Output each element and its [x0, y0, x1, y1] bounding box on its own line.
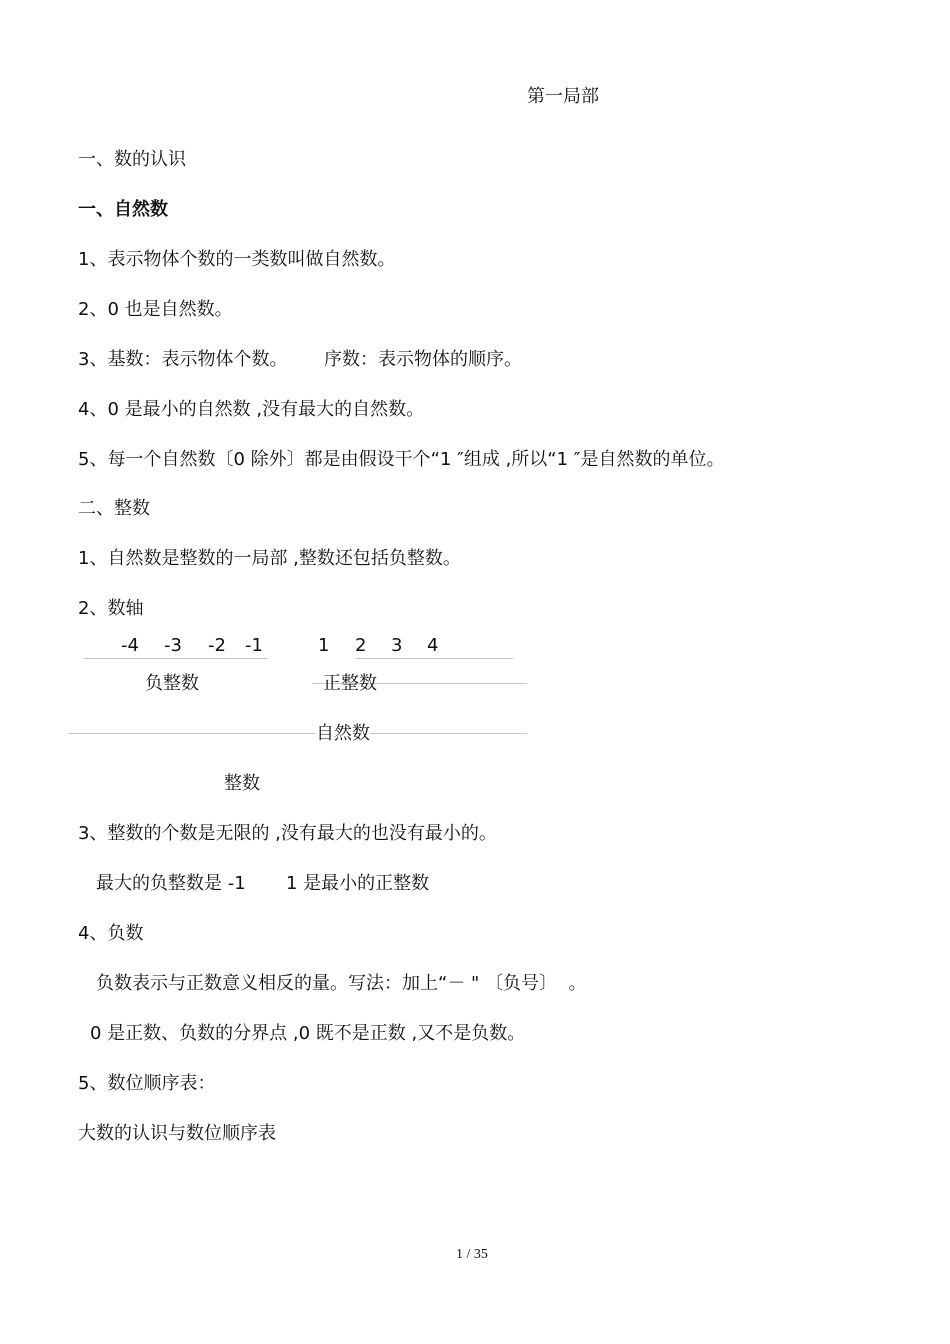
- integer-item-3-note-max-negative: 最大的负整数是 -1: [96, 873, 246, 894]
- page-number: 1 / 35: [456, 1247, 488, 1262]
- positive-integers-label: 正整数: [323, 673, 377, 694]
- zero-boundary-note: 0 是正数、负数的分界点 ,0 既不是正数 ,又不是负数。: [90, 1023, 526, 1044]
- integers-label: 整数: [224, 773, 260, 794]
- axis-tick-1: 1: [318, 635, 330, 656]
- negative-number-definition: 负数表示与正数意义相反的量。写法：加上“－ " 〔负号〕 。: [96, 973, 587, 994]
- axis-tick-neg3: -3: [164, 635, 182, 656]
- negative-integers-label: 负整数: [145, 673, 199, 694]
- negative-axis-line: [83, 658, 268, 659]
- axis-tick-neg4: -4: [121, 635, 139, 656]
- natural-bracket-line: [68, 733, 527, 734]
- natural-item-3-ordinal: 序数：表示物体的顺序。: [324, 349, 522, 370]
- natural-item-2: 2、0 也是自然数。: [78, 299, 233, 320]
- natural-item-5: 5、每一个自然数〔0 除外〕都是由假设干个“1 ″组成 ,所以“1 ″是自然数的单位。: [78, 449, 725, 470]
- natural-item-4: 4、0 是最小的自然数 ,没有最大的自然数。: [78, 399, 425, 420]
- axis-tick-neg2: -2: [208, 635, 226, 656]
- natural-numbers-label: 自然数: [316, 723, 370, 744]
- integer-item-3-note-min-positive: 1 是最小的正整数: [286, 873, 430, 894]
- integer-item-2: 2、数轴: [78, 598, 144, 619]
- page-title: 第一局部: [527, 86, 599, 107]
- axis-tick-neg1: -1: [245, 635, 263, 656]
- natural-item-3-cardinal: 3、基数：表示物体个数。: [78, 349, 288, 370]
- integer-item-4: 4、负数: [78, 923, 144, 944]
- integer-item-1: 1、自然数是整数的一局部 ,整数还包括负整数。: [78, 548, 461, 569]
- section-heading-number-recognition: 一、数的认识: [78, 149, 186, 170]
- big-number-heading: 大数的认识与数位顺序表: [78, 1123, 276, 1144]
- heading-natural-numbers: 一、自然数: [78, 199, 168, 220]
- axis-tick-2: 2: [355, 635, 367, 656]
- axis-tick-4: 4: [427, 635, 439, 656]
- integer-item-5: 5、数位顺序表：: [78, 1073, 216, 1094]
- axis-tick-3: 3: [391, 635, 403, 656]
- heading-integers: 二、整数: [78, 498, 150, 519]
- natural-item-1: 1、表示物体个数的一类数叫做自然数。: [78, 249, 396, 270]
- integer-item-3: 3、整数的个数是无限的 ,没有最大的也没有最小的。: [78, 823, 497, 844]
- positive-axis-line: [355, 658, 513, 659]
